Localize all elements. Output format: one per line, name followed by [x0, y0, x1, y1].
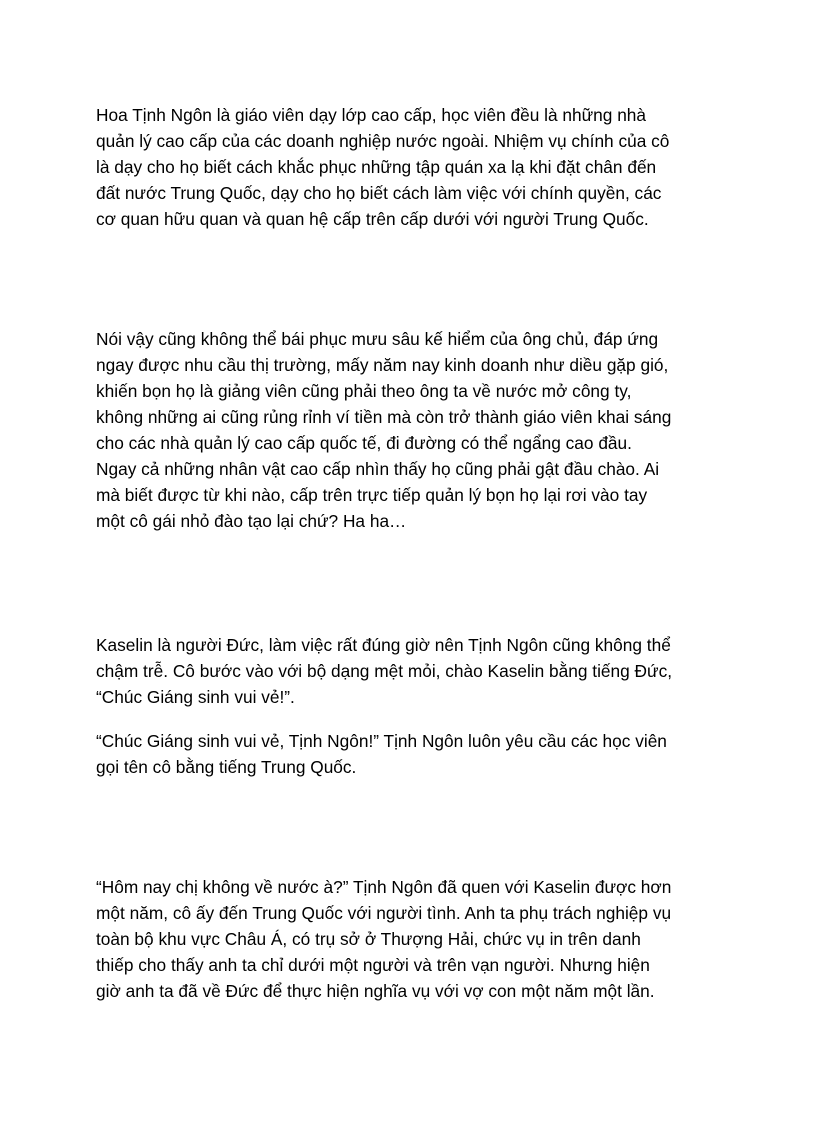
paragraph-4: “Chúc Giáng sinh vui vẻ, Tịnh Ngôn!” Tịnh Ngôn luôn yêu cầu các học viên gọi tên cô bằng tiếng Trung Quốc. [96, 731, 667, 777]
paragraph-2: Nói vậy cũng không thể bái phục mưu sâu kế hiểm của ông chủ, đáp ứng ngay được nhu cầu thị trường, mấy năm nay kinh doanh như diều gặp gió, khiến bọn họ là giảng viên cũng phải theo ông ta về nước mở công ty, không những ai cũng rủng rỉnh ví tiền mà còn trở thành giáo viên khai sáng cho các nhà quản lý cao cấp quốc tế, đi đường có thể ngẩng cao đầu. Ngay cả những nhân vật cao cấp nhìn thấy họ cũng phải gật đầu chào. Ai mà biết được từ khi nào, cấp trên trực tiếp quản lý bọn họ lại rơi vào tay một cô gái nhỏ đào tạo lại chứ? Ha ha… [96, 329, 672, 531]
paragraph-3: Kaselin là người Đức, làm việc rất đúng giờ nên Tịnh Ngôn cũng không thể chậm trễ. Cô bước vào với bộ dạng mệt mỏi, chào Kaselin bằng tiếng Đức, “Chúc Giáng sinh vui vẻ!”. [96, 635, 673, 707]
paragraph-5: “Hôm nay chị không về nước à?” Tịnh Ngôn đã quen với Kaselin được hơn một năm, cô ấy đến Trung Quốc với người tình. Anh ta phụ trách nghiệp vụ toàn bộ khu vực Châu Á, có trụ sở ở Thượng Hải, chức vụ in trên danh thiếp cho thấy anh ta chỉ dưới một người và trên vạn người. Nhưng hiện giờ anh ta đã về Đức để thực hiện nghĩa vụ với vợ con một năm một lần. [96, 877, 672, 1001]
paragraph-1: Hoa Tịnh Ngôn là giáo viên dạy lớp cao cấp, học viên đều là những nhà quản lý cao cấp của các doanh nghiệp nước ngoài. Nhiệm vụ chính của cô là dạy cho họ biết cách khắc phục những tập quán xa lạ khi đặt chân đến đất nước Trung Quốc, dạy cho họ biết cách làm việc với chính quyền, các cơ quan hữu quan và quan hệ cấp trên cấp dưới với người Trung Quốc. [96, 105, 670, 229]
